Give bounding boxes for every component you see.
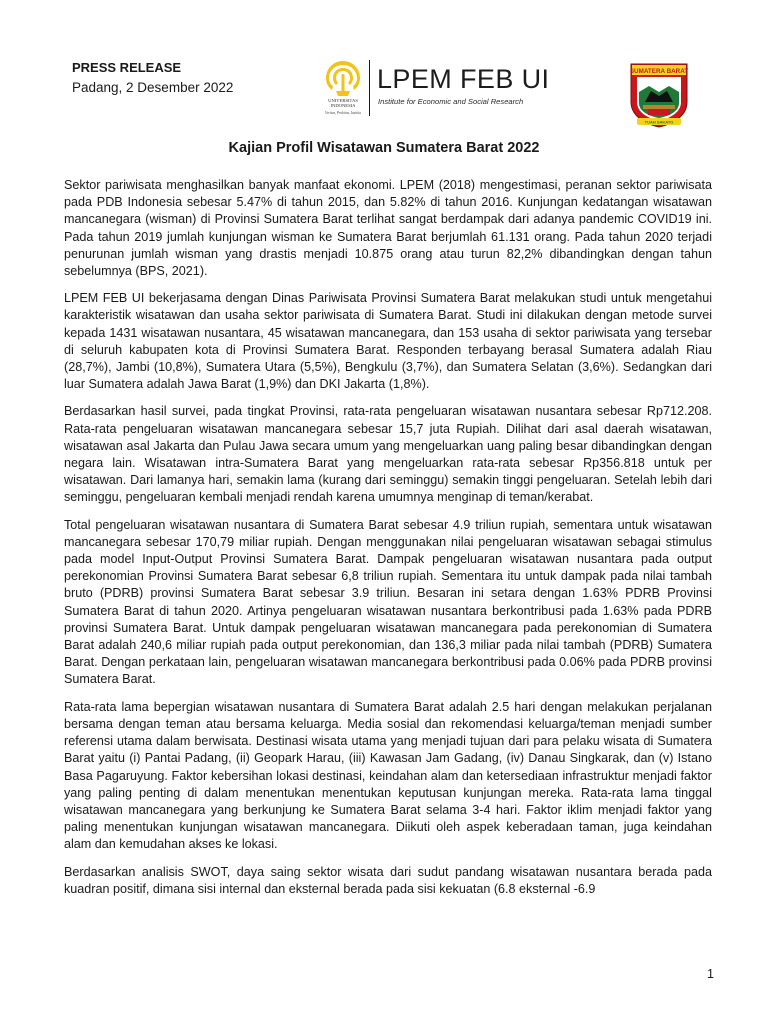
page-number: 1 bbox=[707, 967, 714, 981]
paragraph: Berdasarkan hasil survei, pada tingkat Provinsi, rata-rata pengeluaran wisatawan nusantara sebesar Rp712.208. Rata-rata pengeluaran wisatawan mancanegara sebesar 15,7 juta Rupiah. Dilihat dari asal daerah wisatawan, wisatawan asal Jakarta dan Pulau Jawa secara umum yang mengeluarkan uang paling besar dibandingkan dengan negara lain. Wisatawan intra-Sumatera Barat yang mengeluarkan rata-rata sebesar Rp356.818 untuk per wisatawan. Dari lamanya hari, semakin lama (kurang dari seminggu) semakin tinggi pengeluaran. Setelah lebih dari seminggu, pengeluaran kembali menjadi rendah karena umumnya menginap di teman/kerabat. bbox=[64, 404, 712, 505]
document-title: Kajian Profil Wisatawan Sumatera Barat 2022 bbox=[228, 140, 540, 156]
document-body bbox=[64, 177, 712, 908]
paragraph: LPEM FEB UI bekerjasama dengan Dinas Pariwisata Provinsi Sumatera Barat melakukan studi untuk mengetahui karakteristik wisatawan dan usaha sektor pariwisata di Sumatera Barat. Studi ini dilakukan dengan metode survei kepada 1431 wisatawan nusantara, 45 wisatawan mancanegara, dan 153 usaha di sektor pariwisata yang tersebar di seluruh kabupaten kota di Provinsi Sumatera Barat. Responden terbayang berasal Sumatera adalah Riau (28,7%), Jambi (10,8%), Sumatera Utara (5,5%), Bengkulu (3,7%), dan Sumatera Selatan (3,6%). Sedangkan dari luar Sumatera adalah Jawa Barat (1,9%) dan DKI Jakarta (1,8%). bbox=[64, 291, 712, 392]
university-motto: Veritas, Probitas, Iustitia bbox=[324, 111, 361, 115]
press-date: Padang, 2 Desember 2022 bbox=[72, 80, 234, 95]
province-logo bbox=[627, 62, 691, 128]
paragraph: Berdasarkan analisis SWOT, daya saing sektor wisata dari sudut pandang wisatawan nusantara berada pada kuadran positif, dimana sisi internal dan eksternal berada pada sisi kekuatan (6.8 eksternal -6.9 bbox=[64, 864, 712, 896]
university-name bbox=[314, 98, 372, 108]
press-header bbox=[72, 59, 233, 98]
lpem-logo-text: LPEM FEB UI bbox=[377, 64, 550, 94]
press-release-label: PRESS RELEASE bbox=[72, 60, 182, 75]
paragraph: Sektor pariwisata menghasilkan banyak manfaat ekonomi. LPEM (2018) mengestimasi, peranan sektor pariwisata pada PDB Indonesia sebesar 5.47% di tahun 2015, dan 5.82% di tahun 2016. Kunjungan kedatangan wisatawan mancanegara (wisman) di Provinsi Sumatera Barat terlihat sangat berdampak dari adanya pandemic COVID19 ini. Pada tahun 2019 jumlah kunjungan wisman ke Sumatera Barat berjumlah 61.131 orang. Pada tahun 2020 terjadi penurunan jumlah wisman yang drastis menjadi 10.875 orang atau turun 82,2% dibandingkan dengan tahun sebelumnya (BPS, 2021). bbox=[64, 178, 712, 279]
province-banner-text: SUMATERA BARAT bbox=[629, 68, 689, 75]
university-name-line1: UNIVERSITAS bbox=[328, 98, 358, 103]
makara-emblem-icon bbox=[314, 58, 372, 98]
lpem-tagline: Institute for Economic and Social Research bbox=[378, 97, 524, 106]
university-name-line2: INDONESIA bbox=[330, 103, 356, 108]
province-motto-text: TUAH SAKATO bbox=[644, 119, 674, 125]
sumatera-barat-emblem-icon bbox=[627, 62, 691, 128]
paragraph: Total pengeluaran wisatawan nusantara di Sumatera Barat sebesar 4.9 triliun rupiah, sementara untuk wisatawan mancanegara sebesar 170,79 miliar rupiah. Dengan menggunakan nilai pengeluaran wisatawan sebagai stimulus pada model Input-Output Provinsi Sumatera Barat. Dampak pengeluaran wisatawan nusantara pada output perekonomian Provinsi Sumatera Barat sebesar 6,8 triliun rupiah. Sementara itu untuk dampak pada nilai tambah bruto (PDRB) provinsi Sumatera Barat sebesar 3.9 triliun. Besaran ini setara dengan 1.63% PDRB Provinsi Sumatera Barat di tahun 2020. Artinya pengeluaran wisatawan nusantara berkontribusi pada 1.63% pada PDRB provinsi Sumatera Barat. Untuk dampak pengeluaran wisatawan mancanegara pada perekonomian di Sumatera Barat adalah 240,6 miliar rupiah pada output perekonomian, dan 136,3 miliar pada nilai tambah (PDRB) Sumatera Barat. Dengan perkataan lain, pengeluaran wisatawan mancanegara berkontribusi pada 0.06% pada PDRB provinsi Sumatera Barat. bbox=[64, 517, 712, 687]
logo-divider bbox=[369, 60, 370, 116]
paragraph: Rata-rata lama bepergian wisatawan nusantara di Sumatera Barat adalah 2.5 hari dengan melakukan perjalanan bersama dengan teman atau bersama keluarga. Media sosial dan rekomendasi keluarga/teman menjadi sumber referensi utama dalam berwisata. Destinasi wisata utama yang menjadi tujuan dari para pelaku wisata di Sumatera Barat yaitu (i) Pantai Padang, (ii) Geopark Harau, (iii) Kawasan Jam Gadang, (iv) Danau Singkarak, dan (v) Istano Basa Pagaruyung. Faktor kebersihan lokasi destinasi, keindahan alam dan ketersediaan infrastruktur menjadi faktor yang paling penting di dalam menentukan menentukan keputusan kunjungan mereka. Rata-rata lama tinggal wisatawan mancanegara yang berkunjung ke Sumatera Barat selama 3-4 hari. Faktor iklim menjadi faktor yang paling menentukan kunjungan wisatawan mancanegara. Diikuti oleh aspek keberadaan taman, juga keindahan alam dan kemudahan akses ke lokasi. bbox=[64, 699, 712, 852]
